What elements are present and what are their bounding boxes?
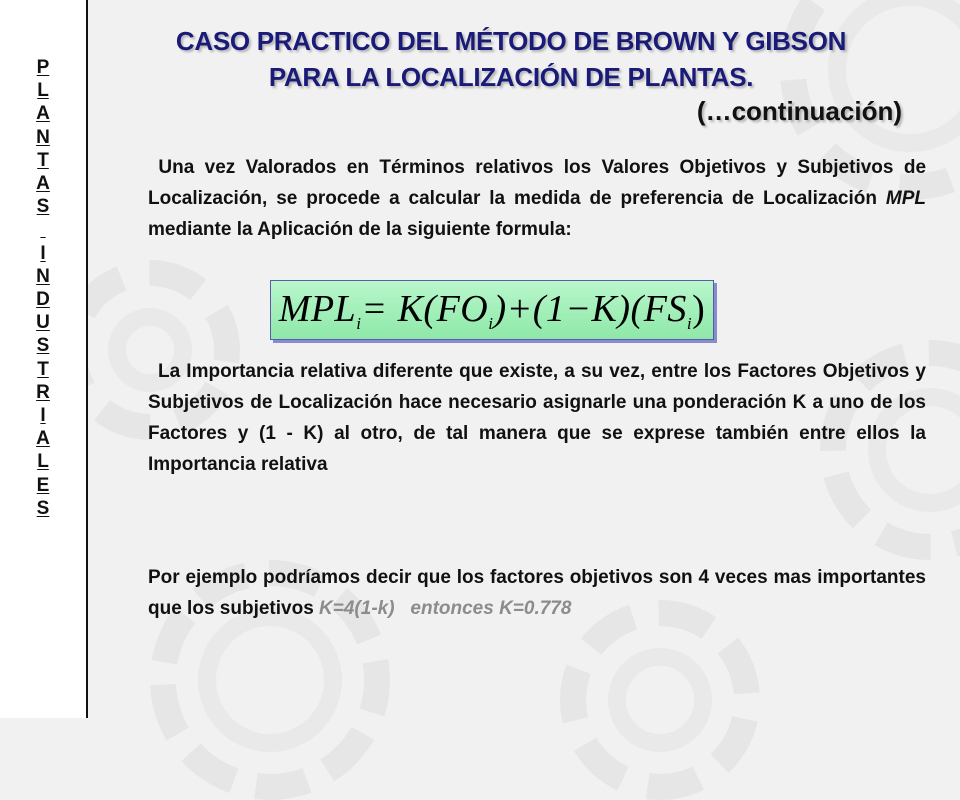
formula-part1: = K(FO xyxy=(361,287,489,330)
sidebar xyxy=(0,0,88,718)
example-equation: K=4(1-k) xyxy=(319,598,395,619)
subtitle: (…continuación) xyxy=(696,96,902,126)
mpl-formula xyxy=(279,287,706,334)
mpl-term: MPL xyxy=(885,188,926,209)
paragraph-intro-tail: mediante la Aplicación de la siguiente formula: xyxy=(148,219,572,240)
formula-lhs: MPL xyxy=(278,287,357,330)
background-gear xyxy=(560,600,760,800)
formula-sub: i xyxy=(488,313,494,333)
formula-part2: )+(1−K)(FS xyxy=(493,287,687,330)
formula-sub: i xyxy=(686,313,693,333)
paragraph-example-text: Por ejemplo podríamos decir que los factores objetivos son 4 veces mas importantes que los subjetivos xyxy=(148,567,926,619)
paragraph-intro-text: Una vez Valorados en Términos relativos los Valores Objetivos y Subjetivos de Localización, se procede a calcular la medida de preferencia de Localización xyxy=(148,157,927,209)
formula-part3: ) xyxy=(692,287,706,330)
page-title-line1: CASO PRACTICO DEL MÉTODO DE BROWN Y GIBSON xyxy=(175,26,847,56)
formula-sub: i xyxy=(356,313,362,333)
formula-box xyxy=(270,280,714,340)
paragraph-example xyxy=(148,562,926,624)
paragraph-intro xyxy=(148,152,926,245)
vertical-title: P L A N T A S I N D U S T R I A L E S xyxy=(36,57,50,519)
page-title-line2: PARA LA LOCALIZACIÓN DE PLANTAS. xyxy=(268,62,754,92)
example-result: entonces K=0.778 xyxy=(410,598,572,619)
paragraph-importance: La Importancia relativa diferente que existe, a su vez, entre los Factores Objetivos y Subjetivos de Localización hace necesario asignarle una ponderación K a uno de los Factores y (1 - K) al otro, de tal manera que se exprese también entre ellos la Importancia relativa xyxy=(148,361,926,475)
